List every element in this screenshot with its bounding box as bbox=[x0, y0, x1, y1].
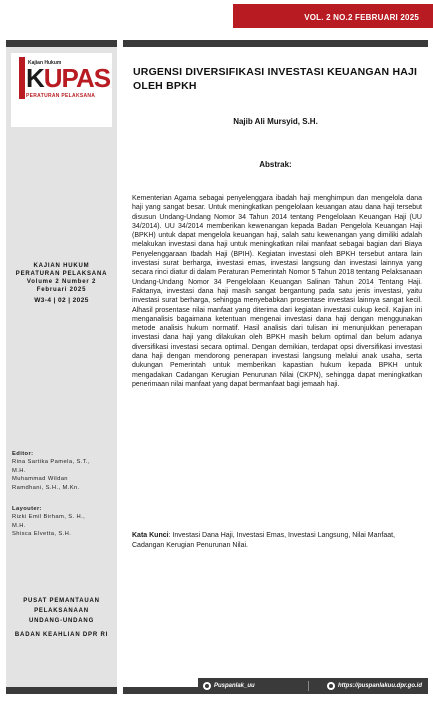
website-link[interactable] bbox=[327, 682, 422, 690]
instagram-link[interactable] bbox=[203, 682, 255, 690]
instagram-handle: Puspanlak_uu bbox=[214, 683, 255, 689]
article-author: Najib Ali Mursyid, S.H. bbox=[233, 117, 318, 126]
journal-line-2: PERATURAN PELAKSANA bbox=[15, 271, 108, 277]
editor-line-4: Ramdhani, S.H., M.Kn. bbox=[12, 484, 80, 491]
layouter-line-3: Shisca Elvetta, S.H. bbox=[12, 531, 72, 538]
editor-line-1: Rina Sartika Pamela, S.T., bbox=[12, 459, 91, 466]
abstract-heading: Abstrak: bbox=[259, 160, 292, 169]
publisher-agency: BADAN KEAHLIAN DPR RI bbox=[14, 632, 109, 638]
footer-divider bbox=[308, 681, 309, 691]
globe-icon bbox=[327, 682, 335, 690]
logo-red-bar bbox=[19, 57, 25, 99]
layouter-line-1: Rizki Emil Birham, S. H., bbox=[12, 514, 86, 521]
editor-heading: Editor: bbox=[12, 451, 34, 457]
center-line-1: PUSAT PEMANTAUAN bbox=[23, 598, 100, 604]
editor-line-2: M.H. bbox=[12, 467, 26, 474]
volume-label: VOL. 2 NO.2 FEBRUARI 2025 bbox=[304, 13, 419, 22]
sidebar-bottom-stripe bbox=[6, 687, 117, 694]
kupas-logo bbox=[11, 53, 112, 127]
editor-line-3: Muhammad Wildan bbox=[12, 476, 68, 483]
logo-subtitle: PERATURAN PELAKSANA bbox=[26, 93, 96, 99]
logo-upas: UPAS bbox=[43, 63, 111, 93]
center-line-2: PELAKSANAAN bbox=[34, 608, 89, 614]
logo-wordmark bbox=[26, 65, 110, 91]
top-bar bbox=[0, 0, 433, 30]
logo-tagline: Kajian Hukum bbox=[28, 60, 62, 66]
keywords-text: : Investasi Dana Haji, Investasi Emas, Investasi Langsung, Nilai Manfaat, Cadangan Kerugian Penurunan Nilai. bbox=[132, 532, 396, 549]
logo-k: K bbox=[26, 63, 44, 93]
sidebar-top-stripe bbox=[6, 40, 117, 47]
footer-bar bbox=[198, 678, 428, 694]
journal-line-4: Februari 2025 bbox=[36, 287, 87, 293]
layouter-block bbox=[12, 505, 85, 539]
sidebar bbox=[6, 40, 117, 694]
center-line-3: UNDANG-UNDANG bbox=[28, 618, 95, 624]
instagram-icon bbox=[203, 682, 211, 690]
journal-info bbox=[6, 262, 117, 294]
publisher-center bbox=[6, 596, 117, 626]
abstract-body: Kementerian Agama sebagai penyelenggara ibadah haji menghimpun dan mengelola dana haji yang sangat besar. Untuk meningkatkan pengelolaan keuangan atau dana haji tersebut disusun Undang-Undang Nomor 34 Tahun 2014 tentang Pengelolaan Keuangan Haji (UU 34/2014). UU 34/2014 memberikan kewenangan kepada Badan Pengelola Keuangan Haji (BPKH) untuk dapat mengelola keuangan haji, salah satu kewenangan yang dimiliki adalah melakukan investasi dana haji untuk meningkatkan nilai manfaat sebagai bagian dari Biaya Penyelenggaraan Ibadah Haji (BPIH). Kegiatan investasi oleh BPKH tersebut antara lain investasi surat berharga, investasi emas, investasi langsung dan investasi lainnya yang secara rinci diatur di dalam Peraturan Pemerintah Nomor 5 Tahun 2018 tentang Pelaksanaan Undang-Undang Nomor 34 Pengelolaan Keuangan Salinan Tahun 2014 Tentang Haji. Faktanya, investasi dana haji masih sangat bergantung pada satu jenis investasi, yaitu investasi surat berharga, sehingga menyebabkan prosentase investasi lainnya sangat kecil. Alhasil prosentase nilai manfaat yang diterima dari kegiatan investasi cukup kecil. Kajian ini menganalisis bagaimana ketentuan mengenai investasi dana haji dengan menggunakan metode analisis hukum normatif. Hasil analisis dari tulisan ini menunjukkan penerapan investasi dana haji yang dilakukan oleh BPKH masih belum optimal dan belum adanya diversifikasi investasi secara optimal. Dengan demikian, terdapat opsi diversifikasi investasi dana haji dengan mendorong penerapan investasi langsung melalui anak usaha, serta dukungan Pemerintah untuk memberikan kapastian hukum kepada BPKH untuk mengadakan Cadangan Kerugian Penurunan Nilai (CKPN), sehingga dapat meningkatkan penerimaan nilai manfaat yang dapat bermanfaat bagi jemaah haji. bbox=[132, 195, 422, 388]
article-title: URGENSI DIVERSIFIKASI INVESTASI KEUANGAN HAJI OLEH BPKH bbox=[133, 66, 418, 92]
volume-banner bbox=[233, 4, 433, 28]
content-top-stripe bbox=[123, 40, 428, 47]
layouter-line-2: M.H. bbox=[12, 522, 26, 529]
keywords-label: Kata Kunci bbox=[132, 532, 169, 539]
website-url: https://puspanlakuu.dpr.go.id bbox=[338, 683, 422, 689]
keywords bbox=[132, 531, 422, 551]
journal-line-3: Volume 2 Number 2 bbox=[26, 279, 97, 285]
journal-code: W3-4 | 02 | 2025 bbox=[34, 297, 89, 304]
editor-block bbox=[12, 450, 90, 492]
journal-line-1: KAJIAN HUKUM bbox=[33, 263, 90, 269]
layouter-heading: Layouter: bbox=[12, 506, 43, 512]
